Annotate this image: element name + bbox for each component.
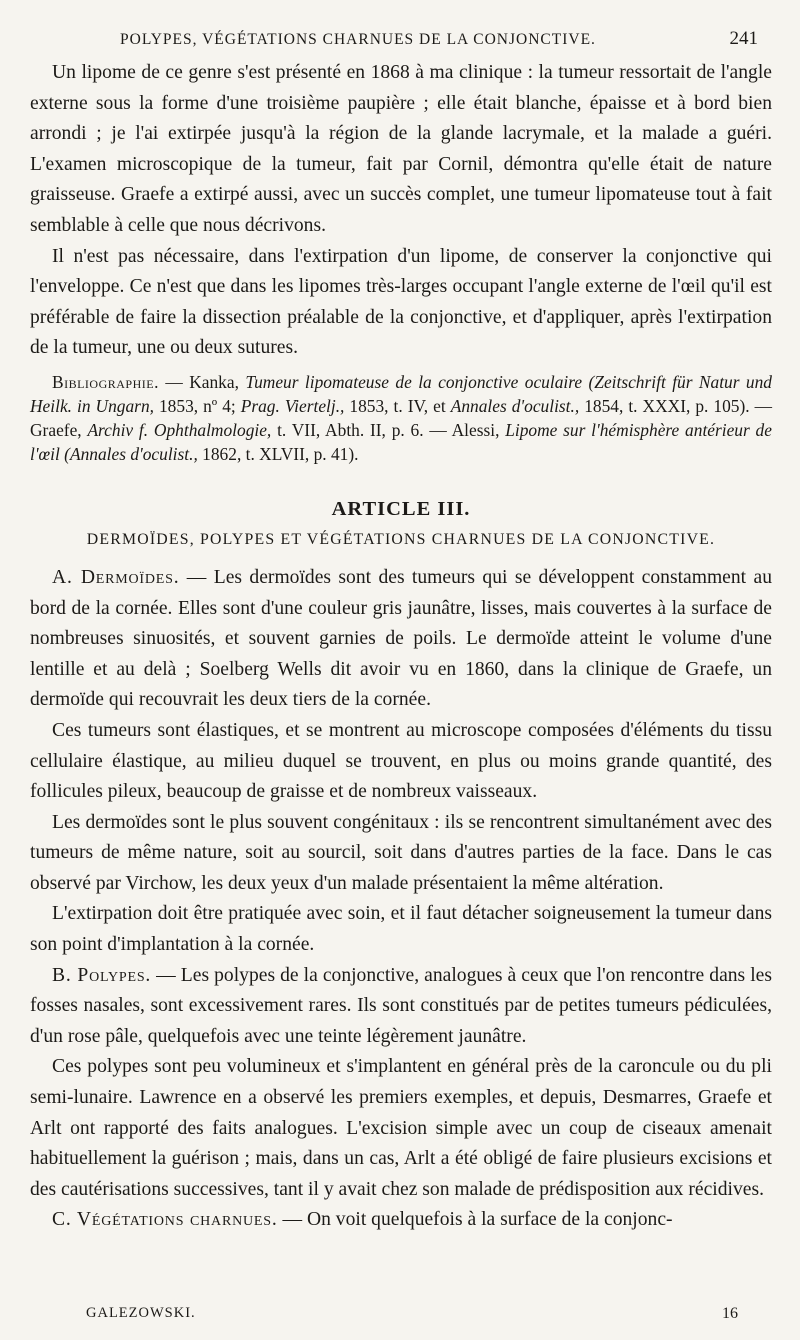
bibliography-title: Annales d'oculist., — [450, 395, 580, 416]
footer-author: GALEZOWSKI. — [86, 1305, 196, 1321]
bibliography-title: Lipome sur l'hémisphère antérieur de l'œil (Annales d'oculist., — [30, 419, 772, 464]
bibliography-text: — Kanka, — [158, 371, 246, 392]
bibliography-title: Tumeur lipomateuse de la conjonctive oculaire (Zeitschrift für Natur und Heilk. in Ungarn, — [30, 371, 773, 416]
paragraph: L'extirpation doit être pratiquée avec soin, et il faut détacher soigneusement la tumeur dans son point d'implantation à la cornée. — [30, 903, 772, 956]
bibliography-text: 1853, nº 4; — [153, 395, 241, 416]
section-b-text: — Les polypes de la conjonctive, analogues à ceux que l'on rencontre dans les fosses nasales, sont excessivement rares. Ils sont constitués par de petites tumeurs pédiculées, d'un rose pâle, quelquefois avec une teinte légèrement jaunâtre. — [30, 964, 772, 1047]
bibliography-text: 1854, t. XXXI, p. 105). — Graefe, — [30, 395, 772, 440]
main-text — [30, 58, 772, 364]
article-text — [30, 563, 772, 1236]
section-c-lead: C. Végétations charnues. — [52, 1209, 278, 1231]
running-head — [30, 28, 772, 58]
section-c-paragraph — [30, 1205, 772, 1236]
paragraph: Ces tumeurs sont élastiques, et se montrent au microscope composées d'éléments du tissu cellulaire élastique, au milieu duquel se trouvent, en plus ou moins grande quantité, des follicules pileux, beaucoup de graisse et de nombreux vaisseaux. — [30, 719, 772, 803]
section-a-lead: A. Dermoïdes. — [52, 566, 180, 588]
bibliography-label: Bibliographie. — [52, 371, 159, 392]
article-heading: ARTICLE III. — [331, 497, 471, 520]
bibliography-text: t. VII, Abth. II, p. 6. — Alessi, — [271, 419, 506, 440]
page-footer — [86, 1305, 750, 1323]
section-a-text: — Les dermoïdes sont des tumeurs qui se développent constamment au bord de la cornée. Elles sont d'une couleur gris jaunâtre, lisses, mais couvertes à la surface de nombreuses sinuosités, et souvent garnies de poils. Le dermoïde atteint le volume d'une lentille et au delà ; Soelberg Wells dit avoir vu en 1860, dans la clinique de Graefe, un dermoïde qui recouvrait les deux tiers de la cornée. — [30, 566, 772, 711]
section-a-paragraph — [30, 563, 772, 716]
section-b-lead: B. Polypes. — [52, 964, 152, 986]
bibliography-text: 1862, t. XLVII, p. 41). — [197, 443, 359, 464]
bibliography-text: 1853, t. IV, et — [344, 395, 451, 416]
article-subheading: DERMOÏDES, POLYPES ET VÉGÉTATIONS CHARNUES DE LA CONJONCTIVE. — [86, 530, 716, 548]
paragraph: Les dermoïdes sont le plus souvent congénitaux : ils se rencontrent simultanément avec des tumeurs de même nature, soit au sourcil, soit dans d'autres parties de la face. Dans le cas observé par Virchow, les deux yeux d'un malade présentaient la même altération. — [30, 811, 772, 894]
bibliography-title: Prag. Viertelj., — [240, 395, 345, 416]
running-title: POLYPES, VÉGÉTATIONS CHARNUES DE LA CONJONCTIVE. — [120, 31, 596, 48]
paragraph: Il n'est pas nécessaire, dans l'extirpation d'un lipome, de conserver la conjonctive qui l'enveloppe. Ce n'est que dans les lipomes très-larges occupant l'angle externe de l'œil qu'il est préférable de faire la dissection préalable de la conjonctive, et d'appliquer, après l'extirpation de la tumeur, une ou deux sutures. — [30, 245, 772, 359]
signature-mark: 16 — [722, 1305, 738, 1322]
paragraph: Ces polypes sont peu volumineux et s'implantent en général près de la caroncule ou du pli semi-lunaire. Lawrence en a observé les premiers exemples, et depuis, Desmarres, Graefe et Arlt ont rapporté des faits analogues. L'excision simple avec un coup de ciseaux amenait habituellement la guérison ; mais, dans un cas, Arlt a été obligé de faire plusieurs excisions et des cautérisations successives, tant il y avait chez son malade de prédisposition aux récidives. — [30, 1056, 772, 1200]
bibliography-title: Archiv f. Ophthalmologie, — [87, 419, 272, 440]
bibliography — [30, 370, 772, 466]
section-b-paragraph — [30, 961, 772, 1053]
page-number: 241 — [729, 28, 758, 49]
paragraph: Un lipome de ce genre s'est présenté en 1868 à ma clinique : la tumeur ressortait de l'angle externe sous la forme d'une troisième paupière ; elle était blanche, épaisse et à bord bien arrondi ; je l'ai extirpée jusqu'à la région de la glande lacrymale, et la malade a guéri. L'examen microscopique de la tumeur, fait par Cornil, démontra qu'elle était de nature graisseuse. Graefe a extirpé aussi, avec un succès complet, une tumeur lipomateuse tout à fait semblable à celle que nous décrivons. — [30, 62, 772, 236]
section-c-text: — On voit quelquefois à la surface de la conjonc- — [277, 1209, 673, 1231]
